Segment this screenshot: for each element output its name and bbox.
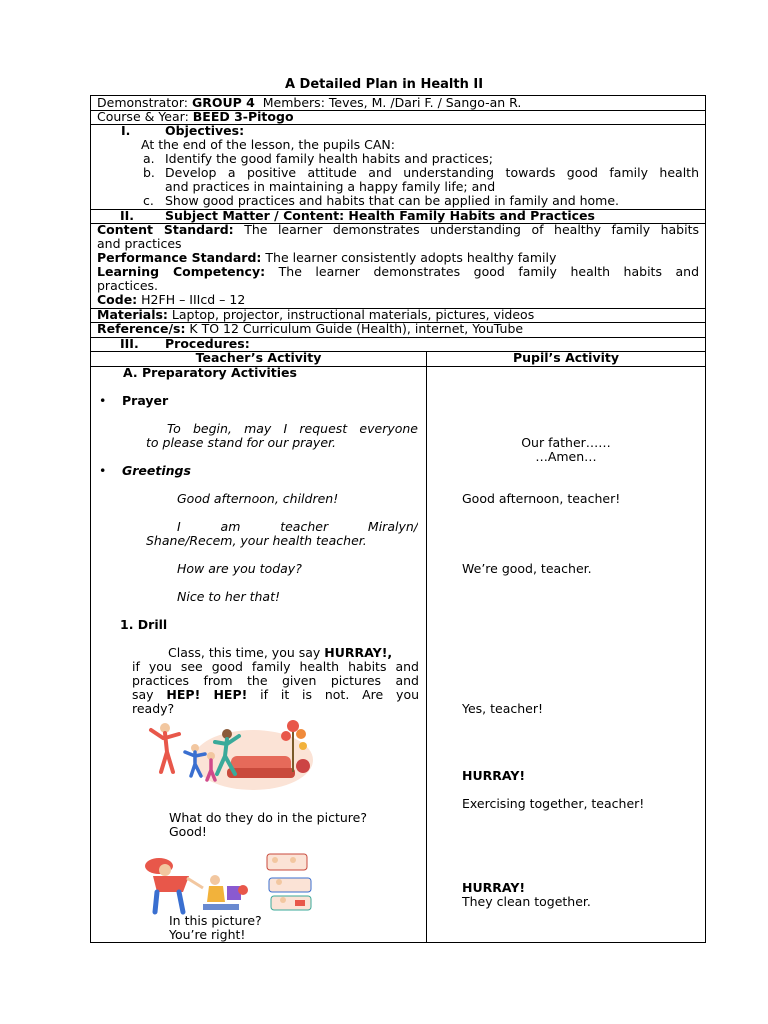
greeting-afternoon: Good afternoon, children!	[177, 491, 339, 506]
drill-line1-text: Class, this time, you say	[168, 645, 325, 660]
objectives-heading: Objectives:	[165, 123, 245, 138]
drill-hep-hep: HEP! HEP!	[166, 688, 248, 702]
subject-number: II.	[120, 208, 135, 223]
procedures-number: III.	[120, 336, 139, 351]
code-row	[97, 293, 245, 307]
prayer-line1: To begin, may I request everyone	[167, 422, 418, 436]
drill-line1	[168, 646, 392, 660]
references-value: K TO 12 Curriculum Guide (Health), internet, YouTube	[185, 321, 524, 336]
objective-b-line2: and practices in maintaining a happy family life; and	[165, 179, 496, 194]
learning-competency-line1	[97, 265, 699, 279]
objectives-intro: At the end of the lesson, the pupils CAN:	[141, 137, 395, 152]
objectives-number: I.	[121, 123, 131, 138]
greeting-how-are-you: How are you today?	[177, 561, 302, 576]
course-value: BEED 3-Pitogo	[192, 109, 294, 124]
teacher-activity-header: Teacher’s Activity	[195, 350, 322, 365]
pupil-hurray-2: HURRAY!	[462, 880, 526, 895]
question1-line1: What do they do in the picture?	[169, 810, 367, 825]
code-label: Code:	[97, 292, 138, 307]
materials-label: Materials:	[97, 307, 168, 322]
objective-c: Show good practices and habits that can be applied in family and home.	[165, 193, 620, 208]
family-exercise-illustration	[143, 716, 317, 794]
learning-competency-label: Learning Competency:	[97, 265, 266, 279]
content-standard-line1	[97, 223, 699, 237]
content-standard-label: Content Standard:	[97, 223, 234, 237]
objective-b-line1: Develop a positive attitude and understanding towards good family health	[165, 166, 699, 180]
course-row	[97, 110, 294, 124]
question1-line2: Good!	[169, 824, 207, 839]
pupil-ready: Yes, teacher!	[462, 701, 544, 716]
prayer-line2: to please stand for our prayer.	[146, 435, 336, 450]
learning-competency-line2: practices.	[97, 278, 159, 293]
prayer-bullet: •	[99, 393, 107, 408]
materials-row	[97, 308, 534, 322]
pupil-greeting: Good afternoon, teacher!	[462, 491, 621, 506]
performance-standard	[97, 251, 556, 265]
references-label: Reference/s:	[97, 321, 186, 336]
objective-letter-a: a.	[143, 151, 155, 166]
greetings-label: Greetings	[122, 463, 191, 478]
procedures-heading: Procedures:	[165, 336, 250, 351]
objective-letter-c: c.	[143, 193, 154, 208]
subject-heading: Subject Matter / Content: Health Family Habits and Practices	[165, 208, 595, 223]
prayer-label: Prayer	[122, 393, 169, 408]
demonstrator-label: Demonstrator:	[97, 95, 192, 110]
pupil-exercising: Exercising together, teacher!	[462, 796, 645, 811]
drill-heading: 1. Drill	[120, 617, 168, 632]
preparatory-activities-heading: A. Preparatory Activities	[123, 365, 297, 380]
references-row	[97, 322, 523, 336]
greeting-intro-line2: Shane/Recem, your health teacher.	[146, 533, 367, 548]
learning-competency-text: The learner demonstrates good family health habits and	[265, 265, 699, 279]
drill-line2: if you see good family health habits and	[132, 660, 419, 674]
drill-line4-rest: if it is not. Are you	[247, 688, 419, 702]
materials-value: Laptop, projector, instructional materials, pictures, videos	[167, 307, 535, 322]
content-standard-text: The learner demonstrates understanding of healthy family habits	[233, 223, 699, 237]
greeting-intro-line1: I am teacher Miralyn/	[177, 520, 418, 534]
performance-standard-text: The learner consistently adopts healthy family	[261, 250, 557, 265]
content-standard-line2: and practices	[97, 236, 182, 251]
page-title: A Detailed Plan in Health II	[284, 77, 484, 92]
objective-a: Identify the good family health habits and practices;	[165, 151, 494, 166]
pupil-good: We’re good, teacher.	[462, 561, 592, 576]
drill-line3: practices from the given pictures and	[132, 674, 419, 688]
question2-line2: You’re right!	[169, 927, 246, 942]
course-label: Course & Year:	[97, 109, 193, 124]
question2-line1: In this picture?	[169, 913, 262, 928]
demonstrator-value: GROUP 4	[191, 95, 255, 110]
drill-line4-text: say	[132, 688, 167, 702]
lesson-plan-table	[90, 95, 706, 943]
family-cleaning-illustration	[143, 852, 323, 918]
performance-standard-label: Performance Standard:	[97, 250, 262, 265]
greeting-nice: Nice to her that!	[177, 589, 281, 604]
members-text: Members: Teves, M. /Dari F. / Sango-an R.	[254, 95, 522, 110]
drill-hurray: HURRAY!,	[324, 645, 393, 660]
demonstrator-row	[97, 96, 521, 110]
pupil-activity-header: Pupil’s Activity	[512, 350, 620, 365]
pupil-hurray-1: HURRAY!	[462, 768, 526, 783]
pupil-clean: They clean together.	[462, 894, 591, 909]
code-value: H2FH – IIIcd – 12	[137, 292, 246, 307]
objective-letter-b: b.	[143, 165, 155, 180]
greetings-bullet: •	[99, 463, 107, 478]
pupil-prayer-line1: Our father……	[521, 435, 611, 450]
drill-line4	[132, 688, 419, 702]
pupil-prayer-line2: …Amen…	[535, 449, 597, 464]
drill-line5: ready?	[132, 701, 175, 716]
